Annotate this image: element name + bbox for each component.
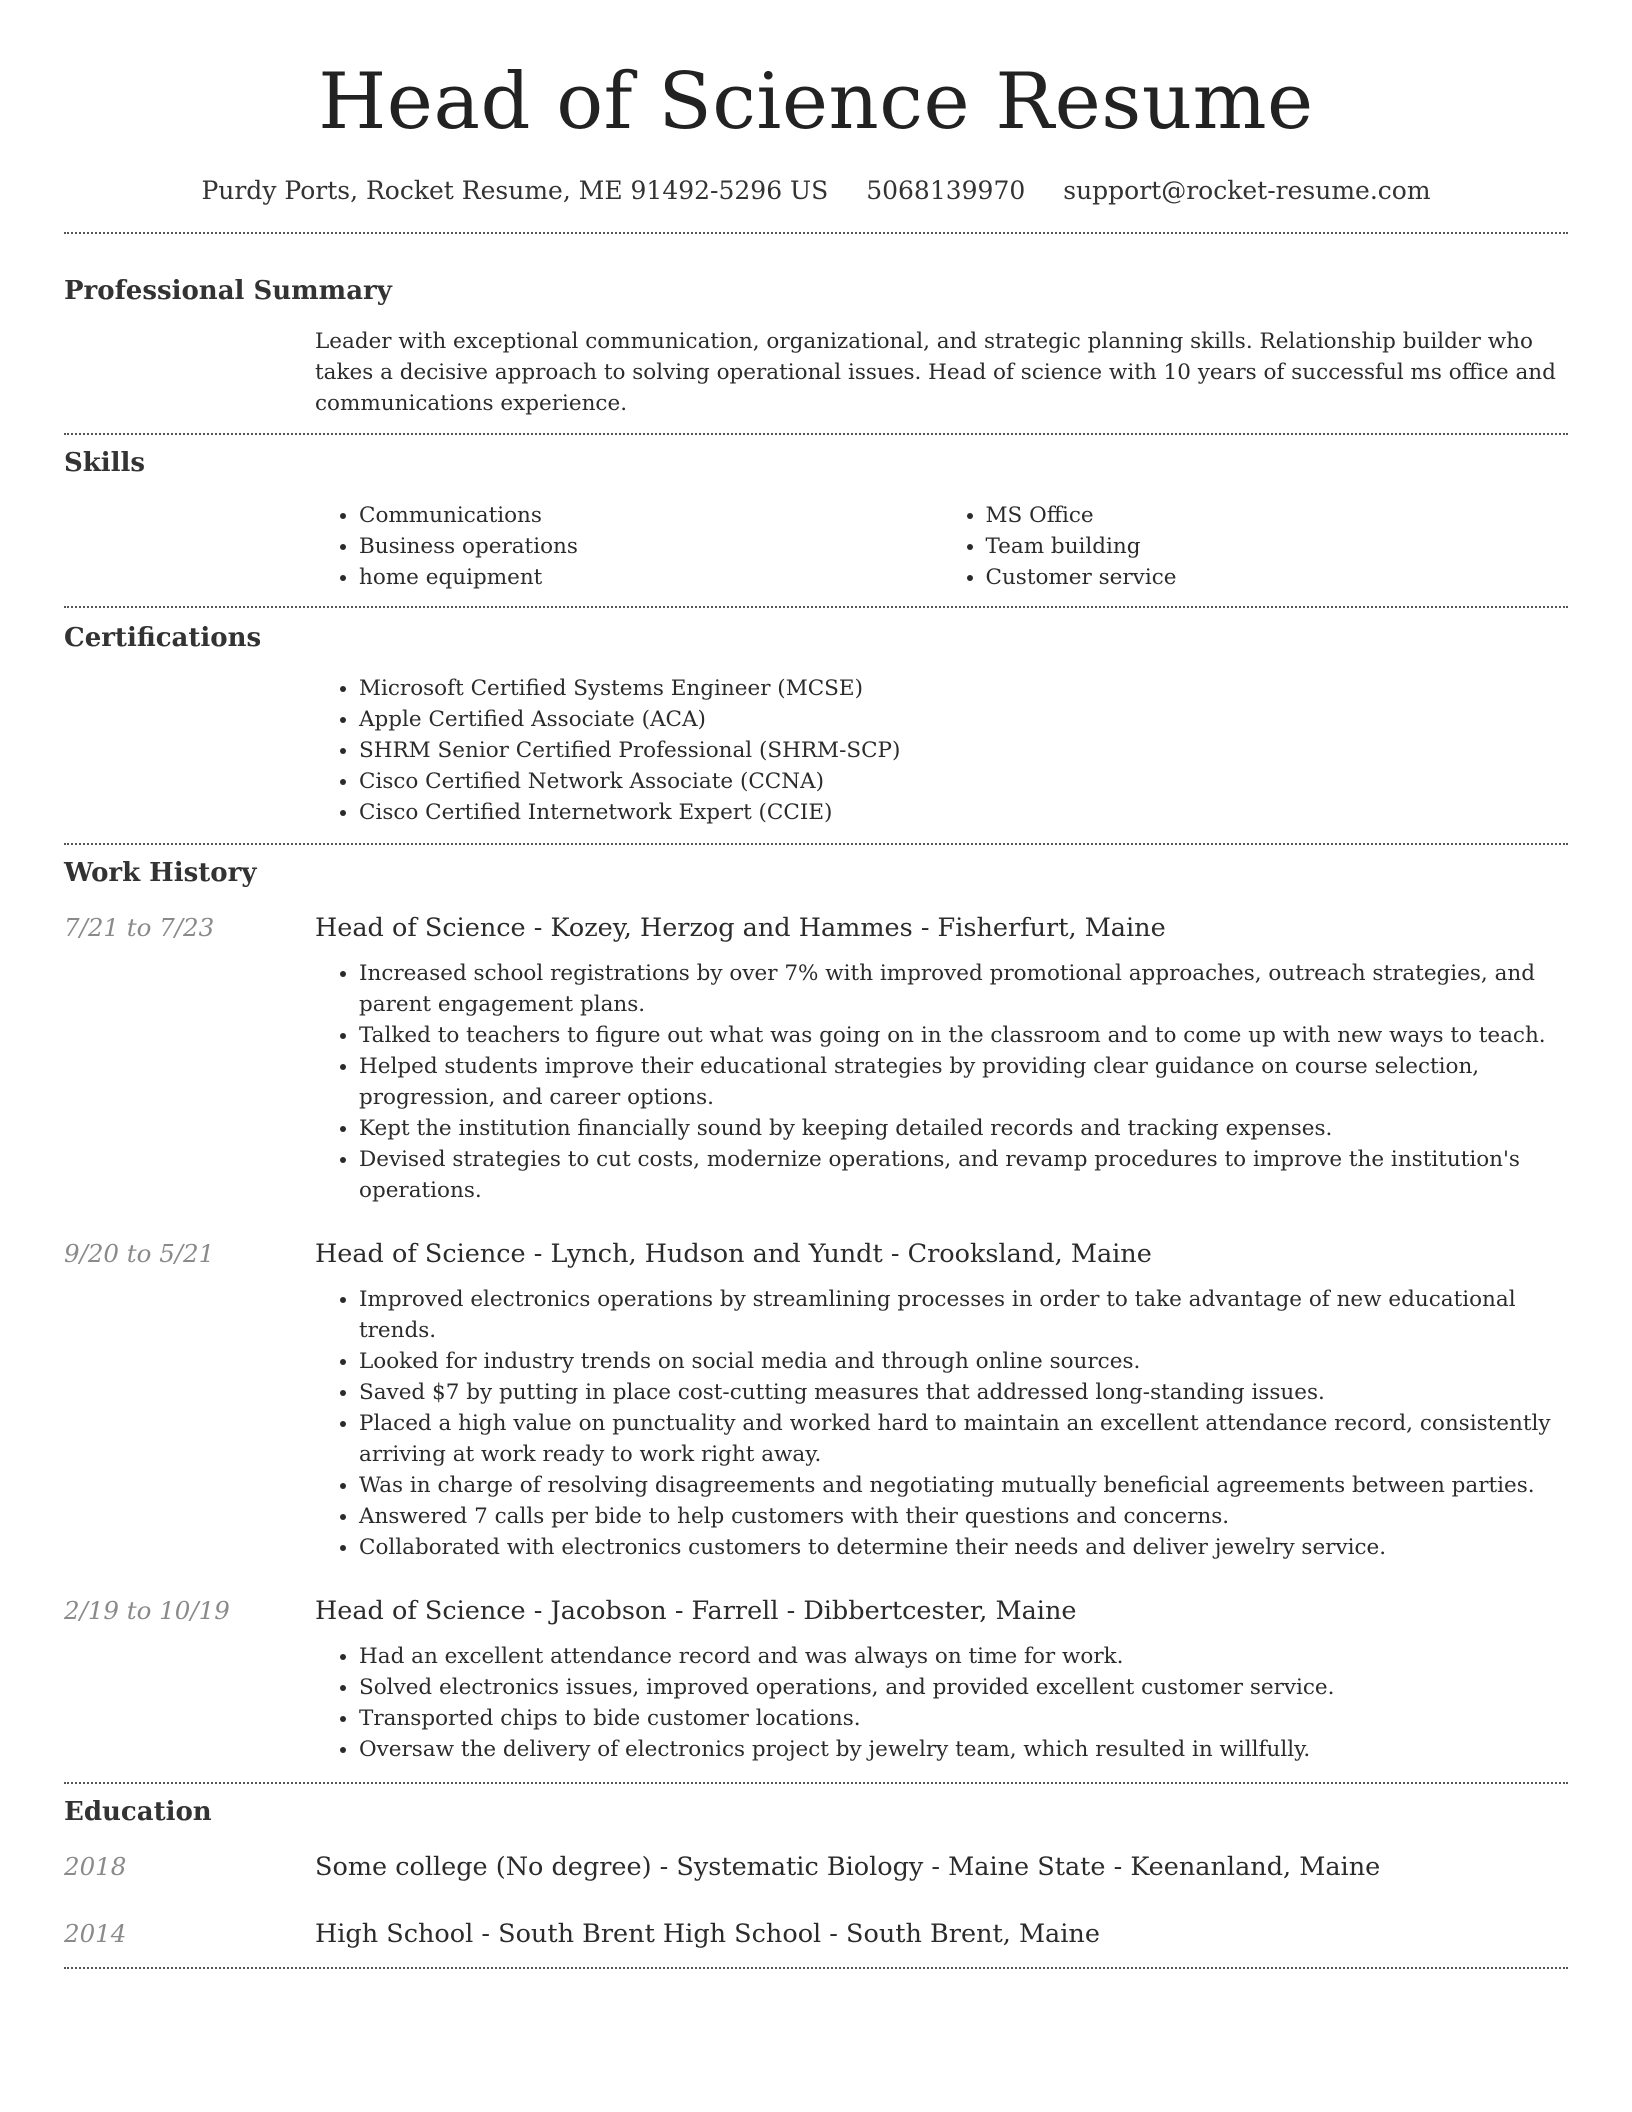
certifications-list — [315, 673, 1568, 828]
certification-item: • Apple Certified Associate (ACA) — [359, 704, 1568, 735]
skills-heading: Skills — [64, 448, 146, 478]
job-entry — [64, 911, 1568, 1206]
job-bullets — [315, 1284, 1568, 1563]
job-bullet: • Transported chips to bide customer locations. — [359, 1703, 1568, 1734]
contact-address: Purdy Ports, Rocket Resume, ME 91492-5296 US — [201, 176, 829, 205]
job-bullet: • Helped students improve their educational strategies by providing clear guidance on course selection, progression, and career options. — [359, 1051, 1568, 1113]
skill-item: • Business operations — [359, 531, 942, 562]
job-date: 7/21 to 7/23 — [64, 913, 215, 942]
job-bullet: • Answered 7 calls per bide to help customers with their questions and concerns. — [359, 1501, 1568, 1532]
work-heading: Work History — [64, 858, 257, 888]
skills-section — [64, 435, 1568, 606]
skills-grid — [315, 500, 1568, 606]
education-year: 2018 — [64, 1852, 127, 1881]
summary-heading: Professional Summary — [64, 276, 392, 306]
job-bullet: • Had an excellent attendance record and was always on time for work. — [359, 1641, 1568, 1672]
education-year: 2014 — [64, 1919, 127, 1948]
skill-item: • home equipment — [359, 562, 942, 593]
contact-email: support@rocket-resume.com — [1063, 176, 1431, 205]
job-main — [315, 1594, 1568, 1765]
job-bullet: • Talked to teachers to figure out what was going on in the classroom and to come up with new ways to teach. — [359, 1020, 1568, 1051]
contact-line — [64, 174, 1568, 208]
certifications-body — [315, 673, 1568, 843]
job-bullet: • Looked for industry trends on social media and through online sources. — [359, 1346, 1568, 1377]
job-bullet: • Devised strategies to cut costs, modernize operations, and revamp procedures to improve the institution's operations. — [359, 1144, 1568, 1206]
job-bullet: • Placed a high value on punctuality and worked hard to maintain an excellent attendance record, consistently arriving at work ready to work right away. — [359, 1408, 1568, 1470]
certification-item: • Cisco Certified Network Associate (CCNA) — [359, 766, 1568, 797]
job-entry — [64, 1237, 1568, 1563]
skills-list-left — [315, 500, 942, 593]
skill-item: • Customer service — [986, 562, 1569, 593]
job-bullets — [315, 958, 1568, 1206]
job-title: Head of Science - Jacobson - Farrell - Dibbertcester, Maine — [315, 1596, 1077, 1626]
skill-item: • MS Office — [986, 500, 1569, 531]
job-date: 9/20 to 5/21 — [64, 1239, 215, 1268]
contact-phone: 5068139970 — [866, 176, 1026, 205]
skill-item: • Team building — [986, 531, 1569, 562]
education-entry — [64, 1917, 1568, 1967]
divider — [64, 1967, 1568, 1969]
job-main — [315, 911, 1568, 1206]
page-title: Head of Science Resume — [318, 57, 1314, 147]
job-title: Head of Science - Lynch, Hudson and Yundt - Crooksland, Maine — [315, 1239, 1152, 1269]
job-main — [315, 1237, 1568, 1563]
summary-text: Leader with exceptional communication, organizational, and strategic planning skills. Relationship builder who takes a decisive approach to solving operational issues. Head of science with 10 years of successful ms office and communications experience. — [315, 329, 1556, 416]
certification-item: • Microsoft Certified Systems Engineer (MCSE) — [359, 673, 1568, 704]
job-bullet: • Collaborated with electronics customers to determine their needs and deliver jewelry service. — [359, 1532, 1568, 1563]
education-section — [64, 1784, 1568, 1967]
certifications-section — [64, 608, 1568, 843]
education-text: High School - South Brent High School - South Brent, Maine — [315, 1919, 1100, 1949]
job-title: Head of Science - Kozey, Herzog and Hammes - Fisherfurt, Maine — [315, 913, 1166, 943]
job-bullet: • Was in charge of resolving disagreements and negotiating mutually beneficial agreements between parties. — [359, 1470, 1568, 1501]
work-section — [64, 845, 1568, 1782]
job-bullet: • Kept the institution financially sound by keeping detailed records and tracking expenses. — [359, 1113, 1568, 1144]
job-bullet: • Oversaw the delivery of electronics project by jewelry team, which resulted in willfully. — [359, 1734, 1568, 1765]
job-bullet: • Saved $7 by putting in place cost-cutting measures that addressed long-standing issues. — [359, 1377, 1568, 1408]
job-bullet: • Improved electronics operations by streamlining processes in order to take advantage of new educational trends. — [359, 1284, 1568, 1346]
education-text: Some college (No degree) - Systematic Biology - Maine State - Keenanland, Maine — [315, 1852, 1381, 1882]
education-entry — [64, 1850, 1568, 1884]
job-bullet: • Increased school registrations by over 7% with improved promotional approaches, outreach strategies, and parent engagement plans. — [359, 958, 1568, 1020]
certification-item: • SHRM Senior Certified Professional (SHRM-SCP) — [359, 735, 1568, 766]
summary-section — [64, 234, 1568, 433]
skills-list-right — [942, 500, 1569, 593]
job-date: 2/19 to 10/19 — [64, 1596, 230, 1625]
certification-item: • Cisco Certified Internetwork Expert (CCIE) — [359, 797, 1568, 828]
job-bullets — [315, 1641, 1568, 1765]
job-entry — [64, 1594, 1568, 1782]
certifications-heading: Certifications — [64, 623, 262, 653]
education-heading: Education — [64, 1797, 212, 1827]
skill-item: • Communications — [359, 500, 942, 531]
job-bullet: • Solved electronics issues, improved operations, and provided excellent customer service. — [359, 1672, 1568, 1703]
